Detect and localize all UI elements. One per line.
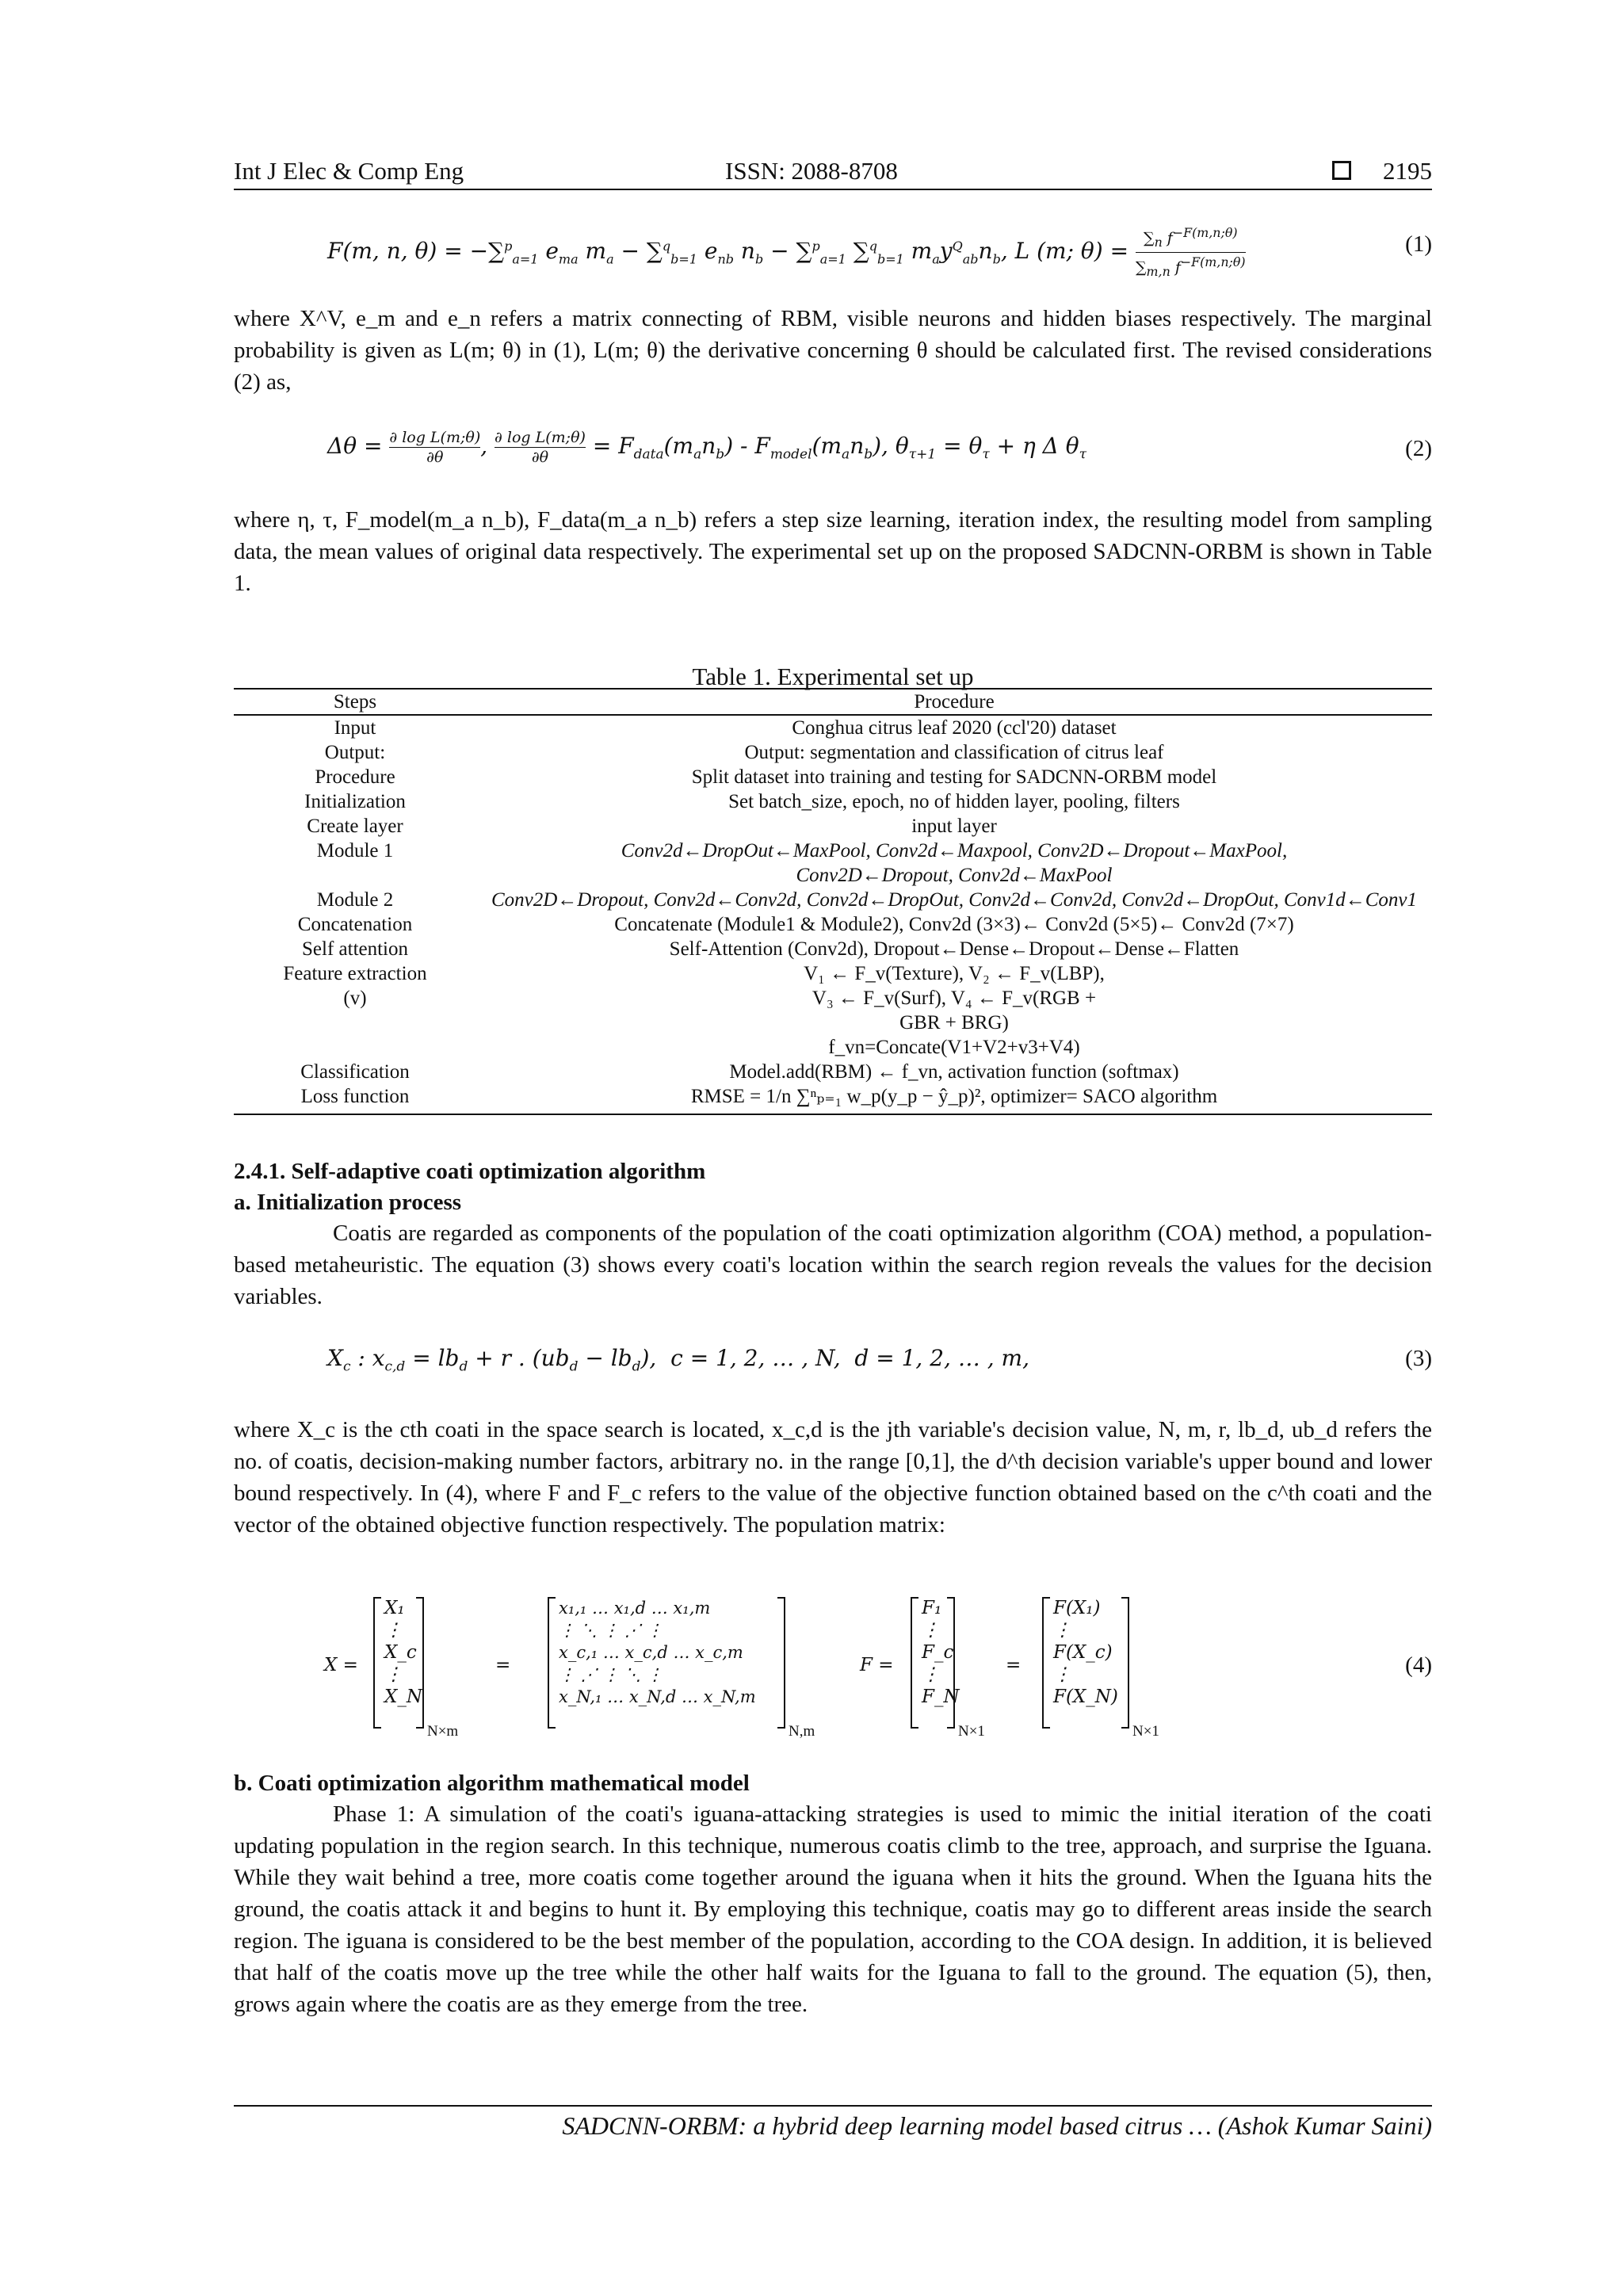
table-cell-step: Initialization — [304, 791, 406, 812]
matrix-x-elements-size: N,m — [789, 1723, 815, 1740]
matrix-x-label: X = — [324, 1655, 358, 1675]
matrix-f-values-size: N×1 — [1132, 1723, 1159, 1740]
issn: ISSN: 2088-8708 — [725, 157, 898, 185]
table-cell-procedure: Conv2d←DropOut←MaxPool, Conv2d←Maxpool, Conv2D←Dropout←MaxPool, Conv2D←Dropout, Conv2d←MaxPool — [621, 840, 1288, 886]
page-number: 2195 — [1383, 157, 1432, 185]
table-row — [234, 1084, 1432, 1114]
table-row — [234, 961, 1432, 1060]
running-header — [234, 155, 1432, 190]
matrix-f-vector-size: N×1 — [958, 1723, 985, 1740]
journal-name: Int J Elec & Comp Eng — [234, 157, 464, 185]
paragraph-1 — [234, 303, 1432, 398]
table-cell-procedure: Conv2D←Dropout, Conv2d←Conv2d, Conv2d←DropOut, Conv2d←Conv2d, Conv2d←DropOut, Conv1d←Conv1 — [491, 889, 1417, 911]
equation-4-number: (4) — [1405, 1652, 1432, 1678]
paragraph-2 — [234, 504, 1432, 599]
square-icon — [1332, 161, 1351, 180]
table-row — [234, 789, 1432, 814]
table-cell-procedure: Conghua citrus leaf 2020 (ccl'20) dataset — [792, 717, 1117, 739]
equation-1: F(m, n, θ) = −∑$^p_{a=1}$ $e_{ma}$ $m_a - \sum^q_{b=1}$ $e_{nb}$ $n_b - \sum^p_{a=1}$ ∑$^q_{b=1}$ $m_ay^Q_{ab}n_b$, L (m; θ) = $\frac{\sum_n f^{-F(m,n;\theta)}}{\sum_{m,n} f^{-F(m,n;\theta)}}$ — [327, 225, 1246, 280]
matrix-x-vector: X₁ ⋮ X_c ⋮ X_N — [373, 1597, 424, 1729]
table-cell-procedure: V₁ ← F_v(Texture), V₂ ← F_v(LBP), V₃ ← F_v(Surf), V₄ ← F_v(RGB + GBR + BRG) f_vn=Concate(V1+V2+v3+V4) — [804, 963, 1105, 1058]
table-cell-step: Input — [334, 717, 376, 739]
table-header-steps: Steps — [234, 689, 476, 715]
table-cell-procedure: Set batch_size, epoch, no of hidden layer, pooling, filters — [728, 791, 1180, 812]
subheading-a: a. Initialization process — [234, 1190, 462, 1215]
table-cell-procedure: Self-Attention (Conv2d), Dropout←Dense←Dropout←Dense←Flatten — [669, 938, 1239, 960]
matrix-f-vector: F₁ ⋮ F_c ⋮ F_N — [911, 1597, 955, 1729]
table-cell-step: Output: — [324, 742, 386, 763]
table-1-caption: Table 1. Experimental set up — [692, 663, 974, 690]
table-row — [234, 814, 1432, 839]
matrix-x-elements: x₁,₁ … x₁,d … x₁,m ⋮ ⋱ ⋮ ⋰ ⋮ x_c,₁ … x_c,d … x_c,m ⋮ ⋰ ⋮ ⋱ ⋮ x_N,₁ … x_N,d … x_N,m — [548, 1597, 785, 1729]
table-cell-step: Module 2 — [316, 889, 394, 911]
subheading-b: b. Coati optimization algorithm mathematical model — [234, 1771, 750, 1796]
table-cell-step: Classification — [300, 1061, 410, 1083]
table-cell-step: Procedure — [315, 766, 395, 788]
paragraph-4-text: where X_c is the cth coati in the space search is located, x_c,d is the jth variable's decision value, N, m, r, lb_d, ub_d refers the no. of coatis, decision-making number factors, arbitrary no. in the range [0,1], the d^th decision variable's upper bound and lower bound respectively. In (4), where F and F_c refers to the value of the objective function obtained based on the c^th coati and the vector of the obtained objective function respectively. The population matrix: — [234, 1417, 1432, 1538]
table-row — [234, 715, 1432, 740]
paragraph-3-text: Coatis are regarded as components of the population of the coati optimization algorithm (COA) method, a population-based metaheuristic. The equation (3) shows every coati's location within the search region reveals the values for the decision variables. — [234, 1221, 1432, 1309]
table-cell-procedure: Model.add(RBM) ← f_vn, activation function (softmax) — [729, 1061, 1179, 1083]
page-number-area — [1332, 155, 1432, 187]
table-row — [234, 912, 1432, 937]
table-cell-step: Module 1 — [316, 840, 394, 861]
table-cell-procedure: input layer — [911, 816, 997, 837]
paragraph-3 — [234, 1217, 1432, 1312]
table-cell-step: Self attention — [302, 938, 408, 960]
paragraph-1-text: where X^V, e_m and e_n refers a matrix connecting of RBM, visible neurons and hidden biases respectively. The marginal probability is given as L(m; θ) in (1), L(m; θ) the derivative concerning θ should be calculated first. The revised considerations (2) as, — [234, 306, 1432, 395]
paragraph-5 — [234, 1798, 1432, 2020]
table-row — [234, 839, 1432, 888]
table-row — [234, 888, 1432, 912]
table-row — [234, 740, 1432, 765]
table-cell-procedure: RMSE = 1/n ∑ⁿₚ₌₁ w_p(y_p − ŷ_p)², optimizer= SACO algorithm — [476, 1084, 1432, 1114]
equation-4 — [324, 1597, 1432, 1763]
table-row — [234, 1060, 1432, 1084]
equals-sign: = — [1006, 1655, 1022, 1675]
table-cell-step: Create layer — [307, 816, 403, 837]
table-header-procedure: Procedure — [476, 689, 1432, 715]
running-footer: SADCNN-ORBM: a hybrid deep learning model based citrus … (Ashok Kumar Saini) — [562, 2111, 1432, 2140]
table-cell-step: Feature extraction (v) — [283, 963, 427, 1009]
equation-1-number: (1) — [1405, 231, 1432, 257]
table-cell-step: Concatenation — [297, 914, 413, 935]
footer-rule — [234, 2105, 1432, 2107]
paragraph-5-text: Phase 1: A simulation of the coati's iguana-attacking strategies is used to mimic the initial iteration of the coati updating population in the region search. In this technique, numerous coatis climb to the tree, approach, and surprise the Iguana. While they wait behind a tree, more coatis come together around the iguana when it hits the ground. When the Iguana hits the ground, the coatis attack it and begins to hunt it. By employing this technique, coatis may go to different areas inside the search region. The iguana is considered to be the best member of the population, according to the COA design. In addition, it is believed that half of the coatis move up the tree while the other half waits for the Iguana to fall to the ground. The equation (5), then, grows again where the coatis are as they emerge from the tree. — [234, 1801, 1432, 2017]
equation-2-number: (2) — [1405, 436, 1432, 461]
equation-3: $X_c$ : $x_{c,d} = lb_d + r$ . $(ub_d - lb_d)$, c = 1, 2, … , N, d = 1, 2, … , m, — [327, 1345, 1029, 1375]
table-cell-procedure: Output: segmentation and classification of citrus leaf — [744, 742, 1164, 763]
equation-3-number: (3) — [1405, 1346, 1432, 1371]
paragraph-2-text: where η, τ, F_model(m_a n_b), F_data(m_a n_b) refers a step size learning, iteration index, the resulting model from sampling data, the mean values of original data respectively. The experimental set up on the proposed SADCNN-ORBM is shown in Table 1. — [234, 507, 1432, 596]
table-1 — [234, 688, 1432, 1115]
table-row — [234, 937, 1432, 961]
matrix-f-values: F(X₁) ⋮ F(X_c) ⋮ F(X_N) — [1042, 1597, 1129, 1729]
header-rule — [234, 189, 1432, 190]
equals-sign: = — [495, 1655, 511, 1675]
table-cell-procedure: Concatenate (Module1 & Module2), Conv2d (3×3)← Conv2d (5×5)← Conv2d (7×7) — [614, 914, 1294, 935]
matrix-x-vector-size: N×m — [427, 1723, 459, 1740]
paper-page — [234, 0, 1432, 2296]
paragraph-4 — [234, 1414, 1432, 1541]
table-cell-step: Loss function — [234, 1084, 476, 1114]
table-cell-procedure: Split dataset into training and testing for SADCNN-ORBM model — [691, 766, 1217, 788]
equation-2: Δθ = $\frac{\text{∂ log L(m;θ)}}{\partial\theta}$ , $\frac{\text{∂ log L(m;θ)}}{\partial\theta}$ = $F_{data}(m_an_b) - F_{model}(m_an_b)$, $\theta_{\tau+1} = \theta_\tau + \eta$ Δ $\theta_\tau$ — [327, 429, 1087, 466]
matrix-f-label: F = — [860, 1655, 894, 1675]
table-row — [234, 765, 1432, 789]
section-heading: 2.4.1. Self-adaptive coati optimization algorithm — [234, 1159, 706, 1184]
